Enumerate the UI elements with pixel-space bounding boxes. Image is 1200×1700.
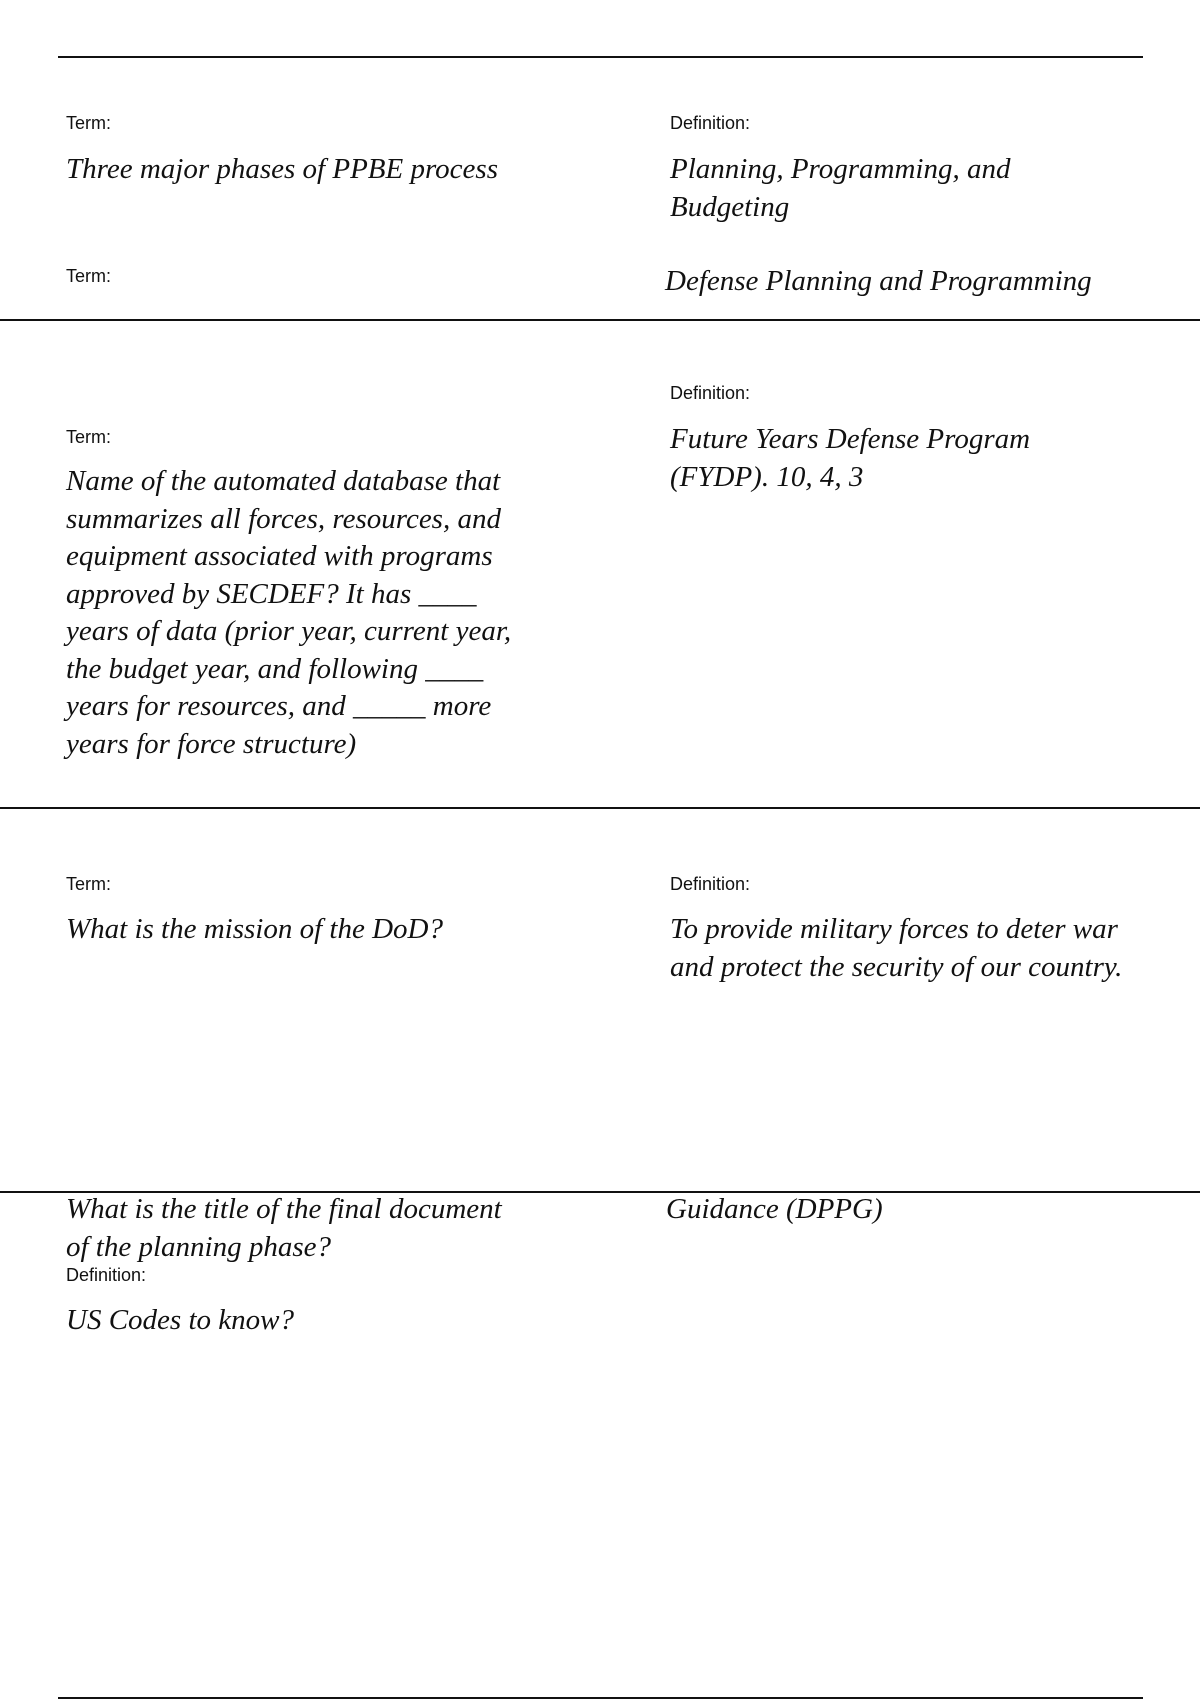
definition-text: Future Years Defense Program (FYDP). 10, 4, 3	[670, 423, 1031, 493]
definition-label: Definition:	[670, 383, 751, 403]
definition-label: Definition:	[670, 874, 751, 894]
term-label: Term:	[66, 266, 111, 286]
top-divider	[58, 56, 1143, 58]
card-divider-2	[0, 807, 1200, 809]
definition-label: Definition:	[670, 113, 751, 133]
term-text: What is the mission of the DoD?	[66, 913, 443, 945]
definition-spill-text: Guidance (DPPG)	[666, 1193, 883, 1225]
definition-label: Definition:	[66, 1265, 147, 1285]
definition-text: US Codes to know?	[66, 1304, 294, 1336]
card-divider-1	[0, 319, 1200, 321]
term-label: Term:	[66, 113, 111, 133]
bottom-divider	[58, 1697, 1143, 1699]
definition-text: Planning, Programming, and Budgeting	[670, 153, 1011, 223]
term-text: Name of the automated database that summarizes all forces, resources, and equipment associated with programs approved by SECDEF? It has ____ years of data (prior year, current year, the budget year, and following ____ years for resources, and _____ more years for force structure)	[66, 465, 512, 760]
definition-spill-text: Defense Planning and Programming	[665, 265, 1092, 297]
term-label: Term:	[66, 874, 111, 894]
term-text: What is the title of the final document of the planning phase?	[66, 1193, 502, 1263]
term-label: Term:	[66, 427, 111, 447]
definition-text: To provide military forces to deter war and protect the security of our country.	[670, 913, 1123, 983]
term-text: Three major phases of PPBE process	[66, 153, 498, 185]
